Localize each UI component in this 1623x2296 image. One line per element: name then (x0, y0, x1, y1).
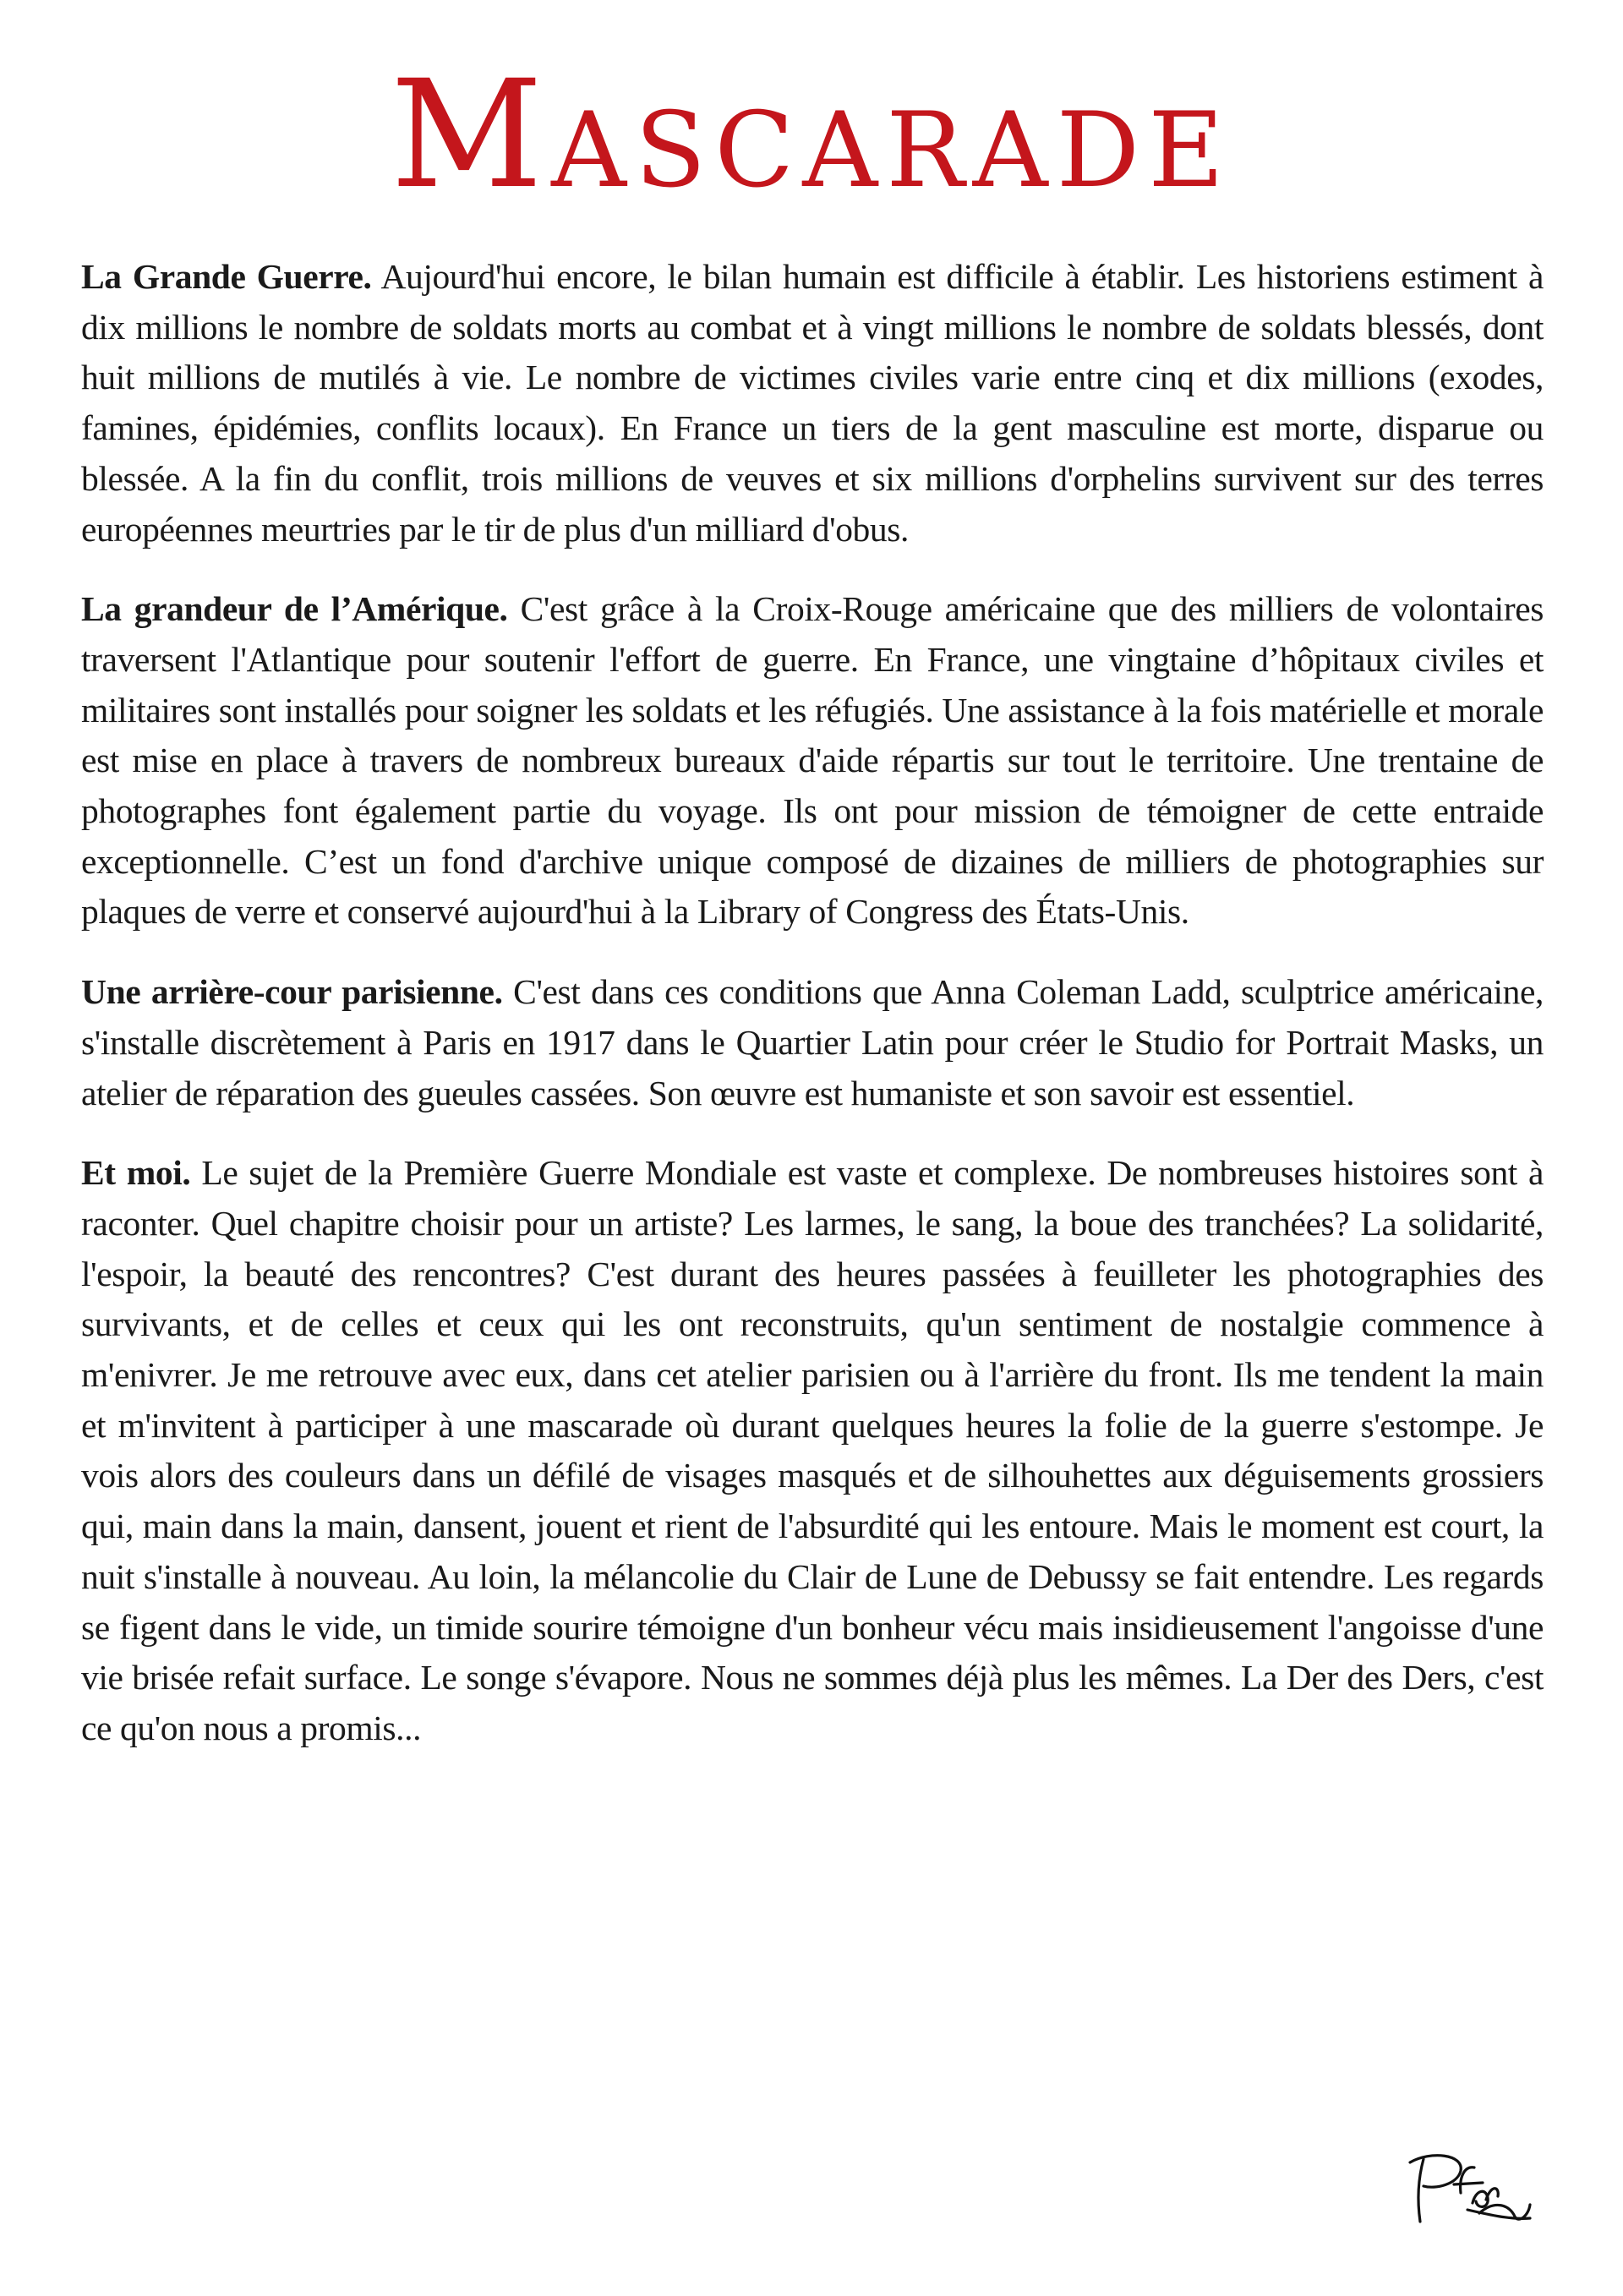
paragraph-lead: Une arrière-cour parisienne. (81, 972, 503, 1012)
paragraph-arriere-cour (81, 967, 1544, 1118)
paragraph-text: C'est grâce à la Croix-Rouge américaine que des milliers de volontaires traversent l'Atlantique pour soutenir l'effort de guerre. En France, une vingtaine d’hôpitaux civiles et militaires sont installés pour soigner les soldats et les réfugiés. Une assistance à la fois matérielle et morale est mise en place à travers de nombreux bureaux d'aide répartis sur tout le territoire. Une trentaine de photographes font également partie du voyage. Ils ont pour mission de témoigner de cette entraide exceptionnelle. C’est un fond d'archive unique composé de dizaines de milliers de photographies sur plaques de verre et conservé aujourd'hui à la Library of Congress des États-Unis. (81, 589, 1544, 932)
paragraph-grande-guerre (81, 252, 1544, 555)
paragraph-lead: La grandeur de l’Amérique. (81, 589, 508, 629)
paragraph-et-moi (81, 1148, 1544, 1753)
page-title: Mascarade (390, 48, 1233, 221)
paragraph-text: C'est dans ces conditions que Anna Coleman Ladd, sculptrice américaine, s'installe discrètement à Paris en 1917 dans le Quartier Latin pour créer le Studio for Portrait Masks, un atelier de réparation des gueules cassées. Son œuvre est humaniste et son savoir est essentiel. (81, 972, 1544, 1112)
signature-image (1405, 2147, 1532, 2232)
paragraph-amerique (81, 584, 1544, 938)
document-body (81, 252, 1544, 1754)
paragraph-lead: La Grande Guerre. (81, 257, 372, 296)
paragraph-lead: Et moi. (81, 1153, 191, 1193)
paragraph-text: Le sujet de la Première Guerre Mondiale est vaste et complexe. De nombreuses histoires sont à raconter. Quel chapitre choisir pour un artiste? Les larmes, le sang, la boue des tranchées? La solidarité, l'espoir, la beauté des rencontres? C'est durant des heures passées à feuilleter les photographies des survivants, et de celles et ceux qui les ont reconstruits, qu'un sentiment de nostalgie commence à m'enivrer. Je me retrouve avec eux, dans cet atelier parisien ou à l'arrière du front. Ils me tendent la main et m'invitent à participer à une mascarade où durant quelques heures la folie de la guerre s'estompe. Je vois alors des couleurs dans un défilé de visages masqués et de silhouhettes aux déguisements grossiers qui, main dans la main, dansent, jouent et rient de l'absurdité qui les entoure. Mais le moment est court, la nuit s'installe à nouveau. Au loin, la mélancolie du Clair de Lune de Debussy se fait entendre. Les regards se figent dans le vide, un timide sourire témoigne d'un bonheur vécu mais insidieusement l'angoisse d'une vie brisée refait surface. Le songe s'évapore. Nous ne sommes déjà plus les mêmes. La Der des Ders, c'est ce qu'on nous a promis... (81, 1153, 1544, 1747)
paragraph-text: Aujourd'hui encore, le bilan humain est difficile à établir. Les historiens estiment à dix millions le nombre de soldats morts au combat et à vingt millions le nombre de soldats blessés, dont huit millions de mutilés à vie. Le nombre de victimes civiles varie entre cinq et dix millions (exodes, famines, épidémies, conflits locaux). En France un tiers de la gent masculine est morte, disparue ou blessée. A la fin du conflit, trois millions de veuves et six millions d'orphelins survivent sur des terres européennes meurtries par le tir de plus d'un milliard d'obus. (81, 257, 1544, 549)
